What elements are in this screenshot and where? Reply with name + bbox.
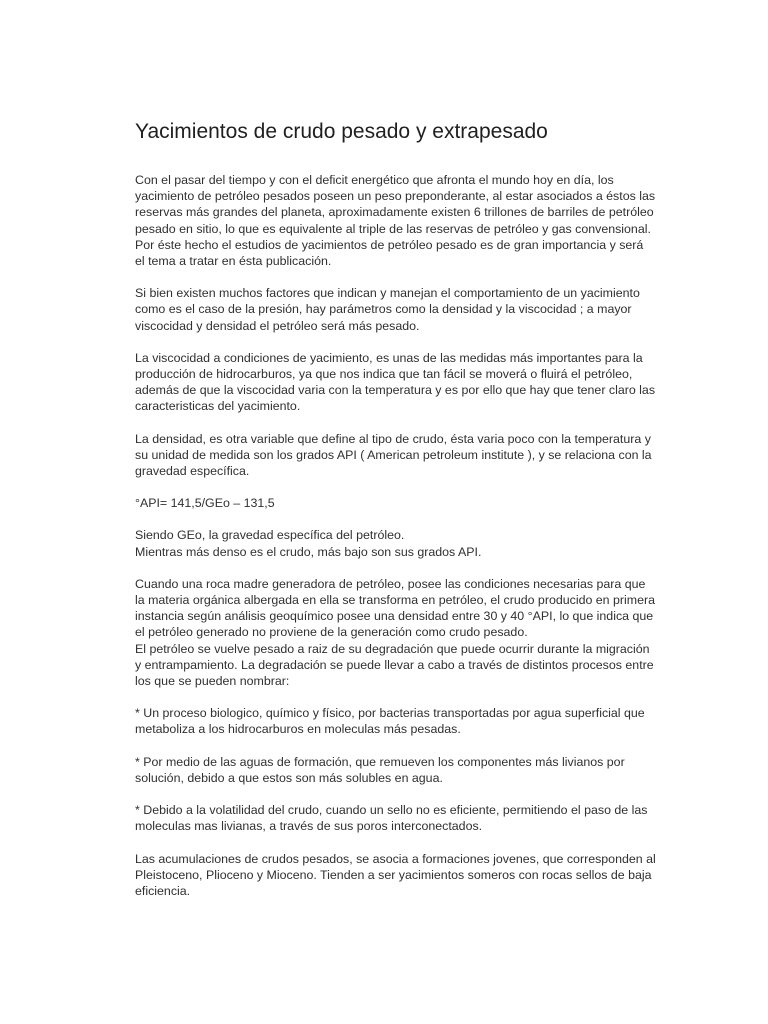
text-line: moleculas mas livianas, a través de sus poros interconectados. — [135, 819, 483, 834]
text-line: Por éste hecho el estudios de yacimientos de petróleo pesado es de gran importancia y será — [135, 237, 644, 252]
text-line: metaboliza a los hidrocarburos en moleculas más pesadas. — [135, 722, 461, 737]
text-line: Las acumulaciones de crudos pesados, se asocia a formaciones jovenes, que corresponden al — [135, 851, 656, 866]
paragraph — [135, 285, 665, 334]
paragraph — [135, 851, 665, 900]
text-line: * Por medio de las aguas de formación, que remueven los componentes más livianos por — [135, 754, 625, 769]
paragraph — [135, 527, 665, 559]
paragraph — [135, 705, 665, 737]
text-line: Con el pasar del tiempo y con el deficit energético que afronta el mundo hoy en día, los — [135, 173, 614, 187]
paragraph — [135, 431, 665, 480]
text-line: Siendo GEo, la gravedad específica del petróleo. — [135, 528, 405, 543]
document-body — [135, 172, 665, 899]
text-line: viscocidad y densidad el petróleo será más pesado. — [135, 318, 420, 333]
text-line: como es el caso de la presión, hay parámetros como la densidad y la viscocidad ; a mayor — [135, 302, 632, 317]
text-line: reservas más grandes del planeta, aproximadamente existen 6 trillones de barriles de petróleo — [135, 205, 654, 220]
document-page — [135, 118, 665, 915]
text-line: El petróleo se vuelve pesado a raiz de su degradación que puede ocurrir durante la migración — [135, 641, 650, 656]
text-line: * Debido a la volatilidad del crudo, cuando un sello no es eficiente, permitiendo el paso de las — [135, 803, 648, 818]
paragraph — [135, 495, 665, 511]
paragraph — [135, 576, 665, 689]
text-line: pesado en sitio, lo que es equivalente al triple de las reservas de petróleo y gas convensional. — [135, 221, 651, 236]
text-line: instancia según análisis geoquímico posee una densidad entre 30 y 40 °API, lo que indica que — [135, 609, 654, 624]
paragraph — [135, 350, 665, 415]
text-line: °API= 141,5/GEo – 131,5 — [135, 496, 275, 511]
text-line: y entrampamiento. La degradación se puede llevar a cabo a través de distintos procesos entre — [135, 657, 654, 672]
text-line: La viscocidad a condiciones de yacimiento, es unas de las medidas más importantes para la — [135, 350, 643, 365]
text-line: además de que la viscocidad varia con la temperatura y es por ello que hay que tener claro las — [135, 383, 656, 398]
paragraph — [135, 754, 665, 786]
text-line: Mientras más denso es el crudo, más bajo son sus grados API. — [135, 544, 482, 559]
document-title: Yacimientos de crudo pesado y extrapesado — [135, 120, 548, 143]
text-line: solución, debido a que estos son más solubles en agua. — [135, 770, 443, 785]
text-line: caracteristicas del yacimiento. — [135, 399, 301, 414]
text-line: eficiencia. — [135, 883, 191, 898]
text-line: el tema a tratar en ésta publicación. — [135, 254, 332, 269]
text-line: su unidad de medida son los grados API ( American petroleum institute ), y se relaciona con la — [135, 447, 652, 462]
text-line: la materia orgánica albergada en ella se transforma en petróleo, el crudo producido en primera — [135, 593, 656, 608]
text-line: Pleistoceno, Plioceno y Mioceno. Tienden a ser yacimientos someros con rocas sellos de baja — [135, 867, 652, 882]
text-line: * Un proceso biologico, químico y físico, por bacterias transportadas por agua superficial que — [135, 706, 645, 721]
paragraph — [135, 172, 665, 269]
text-line: gravedad específica. — [135, 464, 250, 479]
text-line: el petróleo generado no proviene de la generación como crudo pesado. — [135, 625, 528, 640]
text-line: La densidad, es otra variable que define al tipo de crudo, ésta varia poco con la temperatura y — [135, 431, 651, 446]
text-line: los que se pueden nombrar: — [135, 674, 290, 689]
text-line: yacimiento de petróleo pesados poseen un peso preponderante, al estar asociados a éstos las — [135, 189, 656, 204]
text-line: producción de hidrocarburos, ya que nos indica que tan fácil se moverá o fluirá el petróleo, — [135, 367, 633, 382]
text-line: Si bien existen muchos factores que indican y manejan el comportamiento de un yacimiento — [135, 286, 640, 301]
paragraph — [135, 802, 665, 834]
text-line: Cuando una roca madre generadora de petróleo, posee las condiciones necesarias para que — [135, 576, 646, 591]
